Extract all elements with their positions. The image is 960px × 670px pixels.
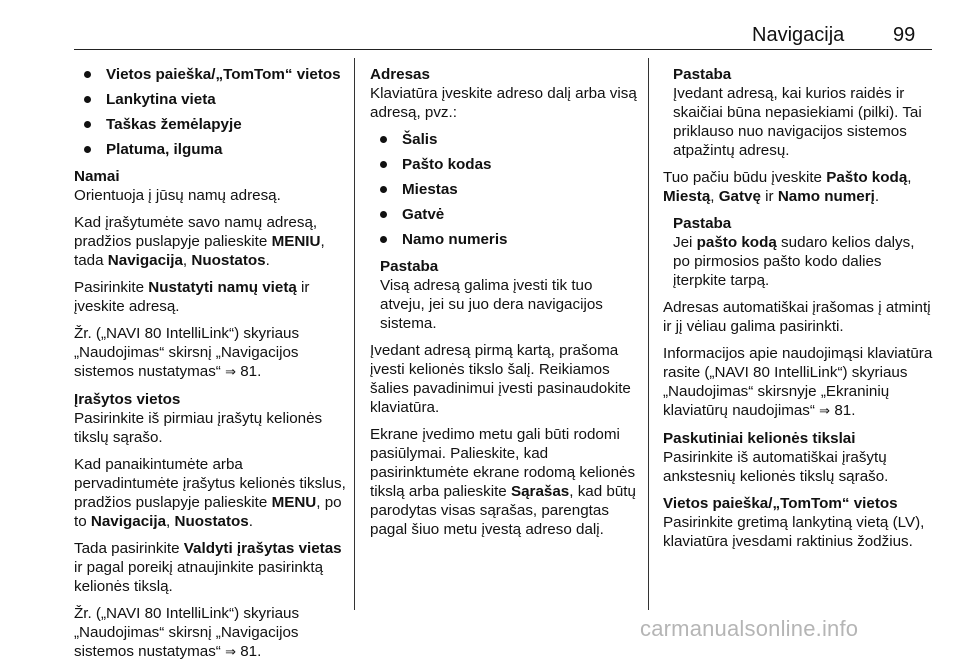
header-rule	[74, 49, 932, 50]
paragraph: Kad panaikintumėte arba pervadintumėte įrašytus kelionės tikslus, pradžios puslapyje palieskite MENU, po to Navigacija, Nuostatos.	[74, 456, 346, 530]
section-heading: Adresas	[370, 66, 430, 83]
list-item: Namo numeris	[370, 230, 638, 249]
column-2	[370, 65, 638, 547]
note-box	[663, 214, 935, 290]
paragraph: Adresas automatiškai įrašomas į atmintį ir jį vėliau galima pasirinkti.	[663, 299, 931, 335]
page-number: 99	[893, 24, 916, 46]
note-heading: Pastaba	[673, 215, 732, 232]
list-item: Taškas žemėlapyje	[74, 115, 346, 134]
paragraph: Ekrane įvedimo metu gali būti rodomi pasiūlymai. Palieskite, kad pasirinktumėte ekrane rodomą kelionės tikslą arba palieskite Sąrašas, kad būtų parodytas visas sąrašas, parengtas pagal šiuo metu įvestą adreso dalį.	[370, 426, 636, 538]
column-divider	[648, 58, 649, 610]
column-3	[663, 65, 935, 559]
list-item: Šalis	[370, 130, 638, 149]
list-item: Platuma, ilguma	[74, 140, 346, 159]
bullet-list	[74, 65, 346, 159]
section-heading: Vietos paieška/„TomTom“ vietos	[663, 495, 898, 512]
list-item: Gatvė	[370, 205, 638, 224]
section-heading: Įrašytos vietos	[74, 391, 181, 408]
list-item: Pašto kodas	[370, 155, 638, 174]
column-1	[74, 65, 346, 670]
page-footer	[0, 612, 960, 642]
paragraph: Informacijos apie naudojimąsi klaviatūra rasite („NAVI 80 IntelliLink“) skyriaus „Naudojimas“ skirsnyje „Ekraninių klaviatūrų naudojimas“ ⇒ 81.	[663, 345, 933, 419]
note-box	[370, 257, 638, 333]
paragraph: Pasirinkite gretimą lankytiną vietą (LV), klaviatūra įvesdami raktinius žodžius.	[663, 514, 925, 550]
paragraph: Įvedant adresą pirmą kartą, prašoma įvesti kelionės tikslo šalį. Reikiamos šalies pavadinimui įvesti pasinaudokite klaviatūra.	[370, 342, 631, 416]
paragraph: Pasirinkite iš automatiškai įrašytų ankstesnių kelionės tikslų sąrašo.	[663, 449, 889, 485]
ref-arrow-icon: ⇒	[225, 365, 236, 380]
paragraph: Kad įrašytumėte savo namų adresą, pradžios puslapyje palieskite MENIU, tada Navigacija, Nuostatos.	[74, 214, 325, 269]
section-heading: Paskutiniai kelionės tikslai	[663, 430, 856, 447]
note-text: Įvedant adresą, kai kurios raidės ir skaičiai būna nepasiekiami (pilki). Tai priklauso nuo navigacijos sistemos atpažintų adresų.	[673, 85, 922, 159]
paragraph: Tuo pačiu būdu įveskite Pašto kodą, Miestą, Gatvę ir Namo numerį.	[663, 169, 912, 205]
ref-arrow-icon: ⇒	[819, 404, 831, 419]
bullet-list	[370, 130, 638, 249]
list-item: Vietos paieška/„TomTom“ vietos	[74, 65, 346, 84]
note-box	[663, 65, 935, 160]
note-heading: Pastaba	[673, 66, 732, 83]
paragraph: Klaviatūra įveskite adreso dalį arba visą adresą, pvz.:	[370, 85, 637, 121]
note-text: Visą adresą galima įvesti tik tuo atveju, jei su juo dera navigacijos sistema.	[380, 277, 603, 332]
section-heading: Namai	[74, 168, 120, 185]
list-item: Miestas	[370, 180, 638, 199]
paragraph: Pasirinkite Nustatyti namų vietą ir įveskite adresą.	[74, 279, 310, 315]
paragraph: Orientuoja į jūsų namų adresą.	[74, 187, 281, 204]
paragraph: Tada pasirinkite Valdyti įrašytas vietas ir pagal poreikį atnaujinkite pasirinktą kelionės tikslą.	[74, 540, 342, 595]
paragraph: Pasirinkite iš pirmiau įrašytų kelionės tikslų sąrašo.	[74, 410, 323, 446]
list-item: Lankytina vieta	[74, 90, 346, 109]
note-text: Jei pašto kodą sudaro kelios dalys, po pirmosios pašto kodo dalies įterpkite tarpą.	[673, 234, 915, 289]
ref-arrow-icon: ⇒	[225, 645, 236, 660]
paragraph: Žr. („NAVI 80 IntelliLink“) skyriaus „Naudojimas“ skirsnį „Navigacijos sistemos nustatymas“ ⇒ 81.	[74, 325, 300, 380]
paragraph: Žr. („NAVI 80 IntelliLink“) skyriaus „Naudojimas“ skirsnį „Navigacijos sistemos nustatymas“ ⇒ 81.	[74, 605, 300, 660]
watermark: carmanualsonline.info	[640, 616, 859, 641]
note-heading: Pastaba	[380, 258, 439, 275]
page-title: Navigacija	[752, 24, 845, 46]
column-divider	[354, 58, 355, 610]
page-header	[0, 0, 960, 50]
